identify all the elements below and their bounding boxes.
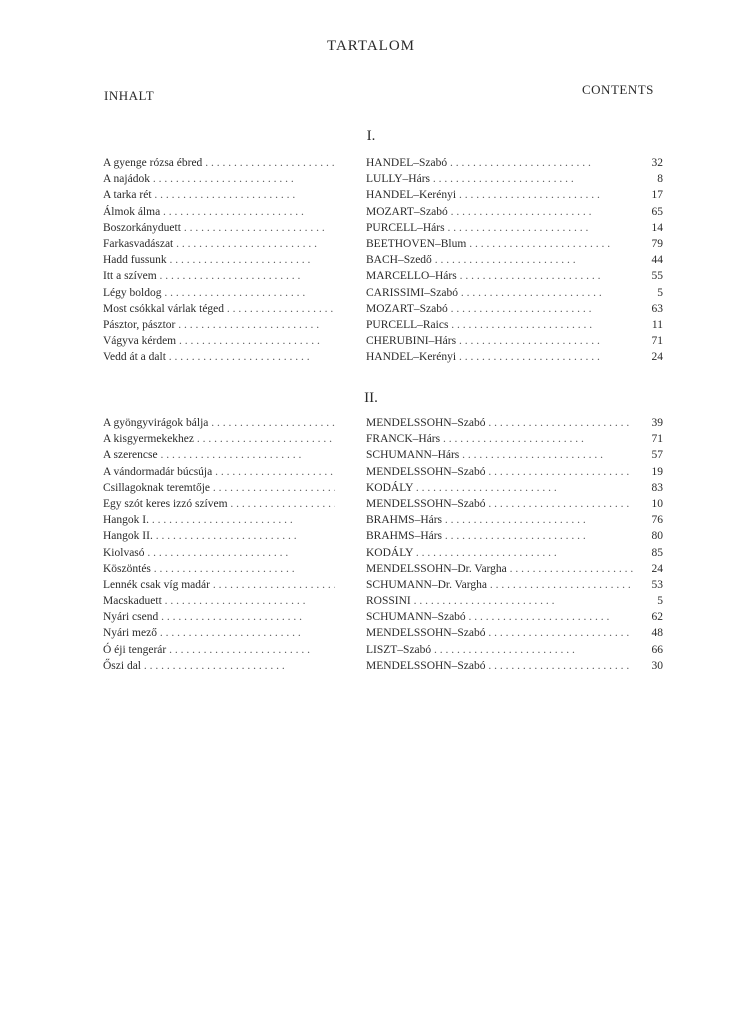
entry-page: 71 (651, 335, 663, 348)
entry-page: 53 (651, 578, 663, 591)
entry-composer: FRANCK–Hárs . . (366, 431, 634, 447)
entry-composer: SCHUMANN–Dr. Vargha . . (366, 577, 634, 593)
entry-title: Boszorkányduett . . (103, 220, 335, 236)
toc-entry (0, 528, 742, 544)
toc-entry (0, 349, 742, 365)
entry-title: Köszöntés . . (103, 561, 335, 577)
entry-title: Egy szót keres izzó szívem . . (103, 496, 335, 512)
section-number: II. (364, 390, 378, 406)
entry-page: 44 (651, 254, 663, 267)
toc-entry (0, 545, 742, 561)
entry-title: Álmok álma . . (103, 204, 335, 220)
entry-page: 39 (651, 417, 663, 429)
toc-entry (0, 593, 742, 609)
entry-page: 8 (657, 173, 663, 186)
section-entries (0, 415, 742, 674)
entry-composer: HANDEL–Szabó . . (366, 155, 634, 171)
entry-composer: LISZT–Szabó . . (366, 642, 634, 658)
toc-entry (0, 561, 742, 577)
entry-title: Hangok II. . . (103, 528, 335, 544)
entry-page: 5 (657, 595, 663, 608)
entry-page: 85 (651, 546, 663, 559)
entry-page: 10 (651, 497, 663, 510)
entry-page: 63 (651, 302, 663, 315)
entry-composer: MENDELSSOHN–Szabó . . (366, 496, 634, 512)
entry-page: 24 (651, 562, 663, 575)
entry-page: 24 (651, 351, 663, 364)
entry-title: A gyöngyvirágok bálja . . (103, 415, 335, 431)
toc-entry (0, 155, 742, 171)
entry-composer: MARCELLO–Hárs . . (366, 268, 634, 284)
entry-composer: HANDEL–Kerényi . . (366, 349, 634, 365)
toc-entry (0, 415, 742, 431)
entry-title: A kisgyermekekhez . . (103, 431, 335, 447)
entry-page: 14 (651, 221, 663, 234)
entry-title: Légy boldog . . (103, 285, 335, 301)
entry-composer: LULLY–Hárs . . (366, 171, 634, 187)
entry-composer: HANDEL–Kerényi . . (366, 187, 634, 203)
entry-title: Itt a szívem . . (103, 268, 335, 284)
entry-title: Ó éji tengerár . . (103, 642, 335, 658)
entry-page: 62 (651, 611, 663, 624)
toc-entry (0, 577, 742, 593)
entry-page: 11 (651, 318, 663, 331)
entry-composer: MENDELSSOHN–Szabó . . (366, 625, 634, 641)
toc-entry (0, 431, 742, 447)
section-entries (0, 155, 742, 365)
entry-page: 19 (651, 465, 663, 478)
entry-title: Lennék csak víg madár . . (103, 577, 335, 593)
entry-page: 30 (651, 659, 663, 672)
toc-entry (0, 236, 742, 252)
entry-page: 76 (651, 514, 663, 527)
entry-title: Pásztor, pásztor . . (103, 317, 335, 333)
toc-entry (0, 464, 742, 480)
toc-entry (0, 301, 742, 317)
entry-composer: MENDELSSOHN–Dr. Vargha . . (366, 561, 634, 577)
toc-entry (0, 658, 742, 674)
page-title: TARTALOM (326, 38, 416, 54)
entry-page: 71 (651, 433, 663, 446)
entry-composer: MOZART–Szabó . . (366, 301, 634, 317)
entry-page: 32 (651, 157, 663, 169)
entry-page: 55 (651, 270, 663, 283)
entry-composer: PURCELL–Hárs . . (366, 220, 634, 236)
toc-entry (0, 512, 742, 528)
entry-composer: CARISSIMI–Szabó . . (366, 285, 634, 301)
entry-title: Nyári csend . . (103, 609, 335, 625)
entry-composer: SCHUMANN–Szabó . . (366, 609, 634, 625)
entry-composer: CHERUBINI–Hárs . . (366, 333, 634, 349)
entry-composer: BEETHOVEN–Blum . . (366, 236, 634, 252)
entry-title: A gyenge rózsa ébred . . (103, 155, 335, 171)
entry-page: 65 (651, 205, 663, 218)
entry-title: Kiolvasó . . (103, 545, 335, 561)
toc-entry (0, 220, 742, 236)
entry-title: A tarka rét . . (103, 187, 335, 203)
entry-title: Farkasvadászat . . (103, 236, 335, 252)
entry-page: 79 (651, 237, 663, 250)
toc-entry (0, 285, 742, 301)
toc-entry (0, 625, 742, 641)
entry-title: Macskaduett . . (103, 593, 335, 609)
entry-composer: SCHUMANN–Hárs . . (366, 447, 634, 463)
entry-title: Vedd át a dalt . . (103, 349, 335, 365)
entry-title: Most csókkal várlak téged . . (103, 301, 335, 317)
toc-entry (0, 496, 742, 512)
entry-composer: MENDELSSOHN–Szabó . . (366, 658, 634, 674)
entry-composer: MENDELSSOHN–Szabó . . (366, 415, 634, 431)
entry-composer: BRAHMS–Hárs . . (366, 528, 634, 544)
toc-entry (0, 187, 742, 203)
entry-page: 66 (651, 643, 663, 656)
entry-composer: PURCELL–Raics . . (366, 317, 634, 333)
toc-entry (0, 317, 742, 333)
entry-page: 80 (651, 530, 663, 543)
entry-title: Hadd fussunk . . (103, 252, 335, 268)
toc-entry (0, 447, 742, 463)
entry-page: 48 (651, 627, 663, 640)
section-number: I. (366, 128, 376, 144)
toc-entry (0, 204, 742, 220)
entry-page: 5 (657, 286, 663, 299)
toc-entry (0, 252, 742, 268)
left-heading: INHALT (104, 88, 155, 103)
entry-page: 17 (651, 189, 663, 202)
toc-entry (0, 268, 742, 284)
entry-composer: KODÁLY . . (366, 480, 634, 496)
entry-composer: MOZART–Szabó . . (366, 204, 634, 220)
right-heading: CONTENTS (582, 82, 654, 97)
entry-title: Vágyva kérdem . . (103, 333, 335, 349)
entry-title: Hangok I. . . (103, 512, 335, 528)
entry-title: Csillagoknak teremtője . . (103, 480, 335, 496)
entry-title: Nyári mező . . (103, 625, 335, 641)
toc-entry (0, 171, 742, 187)
entry-title: A vándormadár búcsúja . . (103, 464, 335, 480)
toc-entry (0, 333, 742, 349)
toc-entry (0, 480, 742, 496)
entry-composer: KODÁLY . . (366, 545, 634, 561)
entry-page: 83 (651, 481, 663, 494)
toc-entry (0, 642, 742, 658)
toc-entry (0, 609, 742, 625)
entry-composer: BACH–Szedő . . (366, 252, 634, 268)
entry-title: A szerencse . . (103, 447, 335, 463)
entry-composer: MENDELSSOHN–Szabó . . (366, 464, 634, 480)
entry-title: A najádok . . (103, 171, 335, 187)
entry-composer: BRAHMS–Hárs . . (366, 512, 634, 528)
entry-page: 57 (651, 449, 663, 462)
entry-title: Őszi dal . . (103, 658, 335, 674)
entry-composer: ROSSINI . . (366, 593, 634, 609)
